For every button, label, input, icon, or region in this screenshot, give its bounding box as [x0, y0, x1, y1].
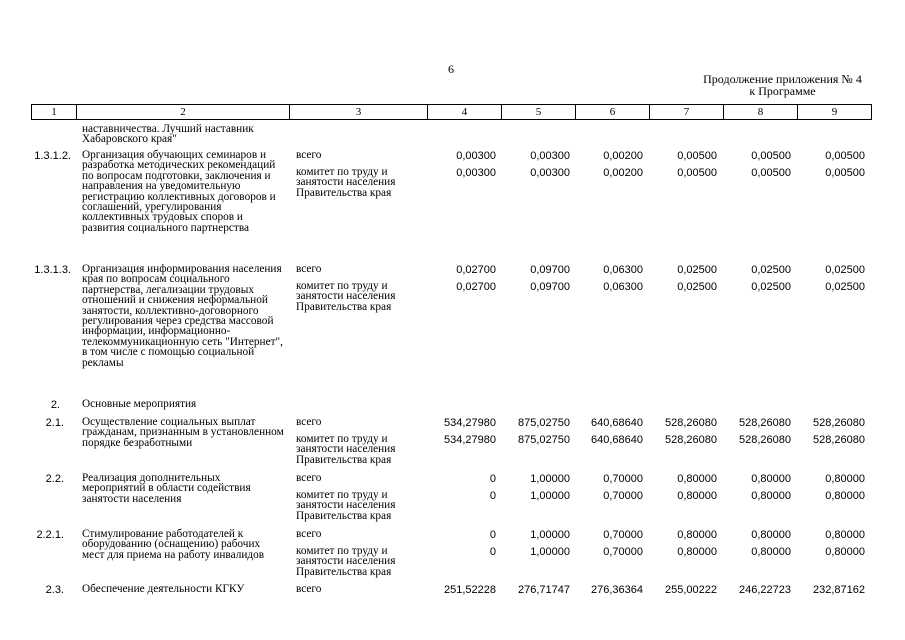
row-source: всего: [296, 528, 322, 540]
value-cell: 0,80000: [751, 529, 791, 541]
column-header: 3: [290, 105, 428, 120]
value-cell: 0,80000: [825, 490, 865, 502]
value-cell: 640,68640: [591, 434, 643, 446]
value-cell: 0,00300: [456, 150, 496, 162]
value-cell: 1,00000: [530, 490, 570, 502]
value-cell: 0,80000: [751, 473, 791, 485]
value-cell: 0,00200: [603, 150, 643, 162]
column-header: 8: [724, 105, 798, 120]
row-code: 2.2.1.: [36, 529, 64, 541]
continuation-heading: [695, 73, 870, 97]
value-cell: 534,27980: [444, 434, 496, 446]
row-code: 1.3.1.2.: [34, 150, 71, 162]
value-cell: 0,80000: [825, 529, 865, 541]
row-source: комитет по труду и занятости населения Правительства края: [296, 545, 396, 578]
value-cell: 0: [489, 490, 496, 502]
continuation-title: Продолжение приложения № 4: [703, 72, 862, 86]
row-source: комитет по труду и занятости населения Правительства края: [296, 489, 396, 522]
value-cell: 0,00500: [825, 150, 865, 162]
value-cell: 0,00500: [825, 167, 865, 179]
row-source: всего: [296, 472, 322, 484]
value-cell: 0,02500: [677, 264, 717, 276]
value-cell: 528,26080: [813, 417, 865, 429]
value-cell: 0,80000: [825, 546, 865, 558]
row-source: комитет по труду и занятости населения Правительства края: [296, 280, 396, 313]
value-cell: 0,06300: [603, 264, 643, 276]
value-cell: 0,02500: [751, 264, 791, 276]
continuation-subtitle: к Программе: [749, 84, 816, 98]
value-cell: 0,00200: [603, 167, 643, 179]
value-cell: 0,80000: [677, 546, 717, 558]
column-header: 9: [798, 105, 872, 120]
row-code: 2.: [50, 399, 60, 411]
value-cell: 0,02500: [677, 281, 717, 293]
row-source: всего: [296, 149, 322, 161]
value-cell: 0,00500: [751, 150, 791, 162]
value-cell: 246,22723: [739, 584, 791, 596]
value-cell: 255,00222: [665, 584, 717, 596]
value-cell: 640,68640: [591, 417, 643, 429]
value-cell: 534,27980: [444, 417, 496, 429]
row-source: всего: [296, 263, 322, 275]
value-cell: 0,70000: [603, 546, 643, 558]
row-name: Реализация дополнительных мероприятий в области содействия занятости населения: [82, 472, 251, 505]
value-cell: 0,70000: [603, 529, 643, 541]
value-cell: 1,00000: [530, 529, 570, 541]
value-cell: 0,02500: [825, 281, 865, 293]
value-cell: 0,80000: [677, 490, 717, 502]
value-cell: 0,80000: [677, 473, 717, 485]
value-cell: 276,36364: [591, 584, 643, 596]
value-cell: 0,06300: [603, 281, 643, 293]
value-cell: 875,02750: [518, 434, 570, 446]
value-cell: 251,52228: [444, 584, 496, 596]
value-cell: 0,80000: [751, 490, 791, 502]
value-cell: 0,09700: [530, 281, 570, 293]
value-cell: 528,26080: [665, 417, 717, 429]
value-cell: 276,71747: [518, 584, 570, 596]
value-cell: 0,70000: [603, 473, 643, 485]
value-cell: 0,02500: [825, 264, 865, 276]
row-name: Организация обучающих семинаров и разработка методических рекомендаций по вопросам подготовки, заключения и направления на уведомительную регистрацию коллективных договоров и соглашений, урегулирования коллективных трудовых споров и развития социального партнерства: [82, 149, 276, 234]
row-code: 2.2.: [45, 473, 64, 485]
value-cell: 0,02700: [456, 281, 496, 293]
row-name: Обеспечение деятельности КГКУ: [82, 583, 245, 595]
row-code: 1.3.1.3.: [34, 264, 71, 276]
column-header-table: [31, 104, 872, 120]
row-source: комитет по труду и занятости населения Правительства края: [296, 433, 396, 466]
column-header: 1: [32, 105, 77, 120]
value-cell: 0,00500: [751, 167, 791, 179]
row-code: 2.3.: [45, 584, 64, 596]
value-cell: 0: [489, 546, 496, 558]
value-cell: 232,87162: [813, 584, 865, 596]
row-source: всего: [296, 416, 322, 428]
value-cell: 0,70000: [603, 490, 643, 502]
value-cell: 0: [489, 473, 496, 485]
row-source: комитет по труду и занятости населения Правительства края: [296, 166, 396, 199]
value-cell: 528,26080: [739, 417, 791, 429]
value-cell: 0,00500: [677, 167, 717, 179]
column-header: 7: [650, 105, 724, 120]
value-cell: 0,02700: [456, 264, 496, 276]
value-cell: 0,09700: [530, 264, 570, 276]
page-number: 6: [448, 62, 454, 76]
row-code: 2.1.: [45, 417, 64, 429]
value-cell: 0,80000: [825, 473, 865, 485]
value-cell: 0,02500: [751, 281, 791, 293]
row-name: Основные мероприятия: [82, 398, 197, 410]
value-cell: 528,26080: [665, 434, 717, 446]
row-source: всего: [296, 583, 322, 595]
row-name: Стимулирование работодателей к оборудованию (оснащению) рабочих мест для приема на работу инвалидов: [82, 528, 265, 561]
value-cell: 0: [489, 529, 496, 541]
value-cell: 528,26080: [739, 434, 791, 446]
value-cell: 0,00300: [456, 167, 496, 179]
row-name: Организация информирования населения края по вопросам социального партнерства, легализации трудовых отношений и снижения неформальной занятости, коллективно-договорного регулирования через средства массовой информации, информационно-телекоммуникационную сеть "Интернет", в том числе с помощью социальной рекламы: [82, 263, 283, 369]
column-header: 4: [428, 105, 502, 120]
value-cell: 1,00000: [530, 546, 570, 558]
value-cell: 875,02750: [518, 417, 570, 429]
carryover-text: наставничества. Лучший наставник Хабаровского края": [82, 123, 254, 146]
column-header-row: [32, 105, 872, 120]
column-header: 6: [576, 105, 650, 120]
value-cell: 0,80000: [751, 546, 791, 558]
value-cell: 0,00500: [677, 150, 717, 162]
row-name: Осуществление социальных выплат гражданам, признанным в установленном порядке безработными: [82, 416, 284, 449]
column-header: 2: [77, 105, 290, 120]
value-cell: 0,00300: [530, 167, 570, 179]
value-cell: 528,26080: [813, 434, 865, 446]
value-cell: 0,80000: [677, 529, 717, 541]
value-cell: 0,00300: [530, 150, 570, 162]
column-header: 5: [502, 105, 576, 120]
value-cell: 1,00000: [530, 473, 570, 485]
